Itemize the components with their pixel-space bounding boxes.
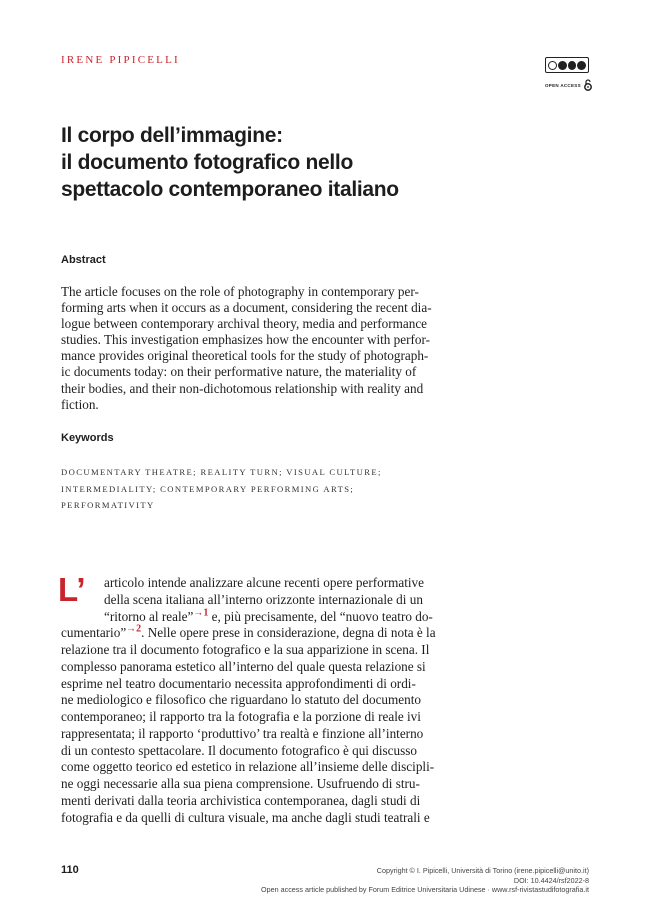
cc-license-icon <box>545 57 589 73</box>
abstract-text <box>61 284 457 413</box>
keywords-line: INTERMEDIALITY; CONTEMPORARY PERFORMING ARTS; <box>61 483 355 494</box>
page-number: 110 <box>61 864 79 876</box>
drop-cap: L’ <box>58 571 86 608</box>
copyright-line: Copyright © I. Pipicelli, Università di Torino (irene.pipicelli@unito.it) <box>376 866 589 875</box>
keywords-line: DOCUMENTARY THEATRE; REALITY TURN; VISUAL CULTURE; <box>61 467 382 477</box>
body-line: complesso panorama estetico all’interno del quale questa relazione si <box>61 658 426 674</box>
keywords-list <box>61 464 481 514</box>
footer-credits <box>261 866 589 895</box>
abstract-line: fiction. <box>61 396 99 412</box>
abstract-line: forming arts when it occurs as a document, considering the recent dia- <box>61 300 432 316</box>
article-title <box>61 122 501 203</box>
abstract-line: their bodies, and their non-dichotomous relationship with reality and <box>61 380 424 396</box>
body-line: contemporaneo; il rapporto tra la fotografia e la porzione di reale ivi <box>61 709 421 724</box>
body-line: ne mediologico e filosofico che riguardano lo statuto del documento <box>61 692 421 708</box>
cc-icon <box>548 61 557 70</box>
body-line-part: e, più precisamente, del “nuovo teatro do- <box>208 608 433 624</box>
abstract-line: logue between contemporary archival theory, media and performance <box>61 316 428 332</box>
body-line: menti derivati dalla teoria archivistica contemporanea, dagli studi di <box>61 792 421 808</box>
body-line: della scena italiana all’interno orizzonte internazionale di un <box>104 591 423 607</box>
footnote-ref-1[interactable]: →1 <box>193 607 209 619</box>
body-line: articolo intende analizzare alcune recenti opere performative <box>104 575 424 590</box>
open-access-lock-icon <box>584 79 592 91</box>
body-line-part: “ritorno al reale” <box>104 608 194 624</box>
abstract-line: mance provides original theoretical tools for the study of photograph- <box>61 348 429 364</box>
abstract-line: studies. This investigation emphasizes how the encounter with perfor- <box>61 332 431 348</box>
nd-icon <box>577 61 586 70</box>
body-line-part: cumentario” <box>61 625 127 641</box>
abstract-line: The article focuses on the role of photography in contemporary per- <box>61 284 419 299</box>
title-line: il documento fotografico nello <box>61 151 353 174</box>
abstract-line: ic documents today: on their performative nature, the materiality of <box>61 364 417 380</box>
body-line-part: . Nelle opere prese in considerazione, degna di nota è la <box>141 625 436 641</box>
body-line: relazione tra il documento fotografico e la sua apparizione in scena. Il <box>61 642 430 657</box>
body-line: fotografia e da quelli di cultura visuale, ma anche dagli studi teatrali e <box>61 809 430 825</box>
body-text <box>61 575 457 826</box>
body-line: rappresentata; il rapporto ‘produttivo’ tra realtà e finzione all’interno <box>61 725 424 741</box>
by-icon <box>558 61 567 70</box>
doi-line: DOI: 10.4424/rsf2022-8 <box>513 875 589 885</box>
keywords-heading: Keywords <box>61 432 114 444</box>
title-line: spettacolo contemporaneo italiano <box>61 178 399 201</box>
author-name: IRENE PIPICELLI <box>61 54 180 66</box>
keywords-line: PERFORMATIVITY <box>61 500 155 510</box>
body-line: esprime nel teatro documentario necessita approfondimenti di ordi- <box>61 675 416 691</box>
body-line: come oggetto teorico ed estetico in relazione all’insieme delle discipli- <box>61 759 435 775</box>
publisher-line: Open access article published by Forum Editrice Universitaria Udinese · www.rsf-rivistastudifotografia.it <box>261 885 589 894</box>
footnote-ref-2[interactable]: →2 <box>126 623 142 635</box>
body-line <box>61 625 457 642</box>
title-line: Il corpo dell’immagine: <box>61 124 283 147</box>
body-line: di un contesto spettacolare. Il documento fotografico è qui discusso <box>61 742 417 758</box>
open-access-badge <box>545 79 592 91</box>
open-access-label: OPEN ACCESS <box>545 82 581 88</box>
nc-icon <box>568 61 577 70</box>
body-line <box>61 609 457 626</box>
abstract-heading: Abstract <box>61 254 106 266</box>
body-line: ne oggi necessarie alla sua piena comprensione. Usufruendo di stru- <box>61 776 420 791</box>
